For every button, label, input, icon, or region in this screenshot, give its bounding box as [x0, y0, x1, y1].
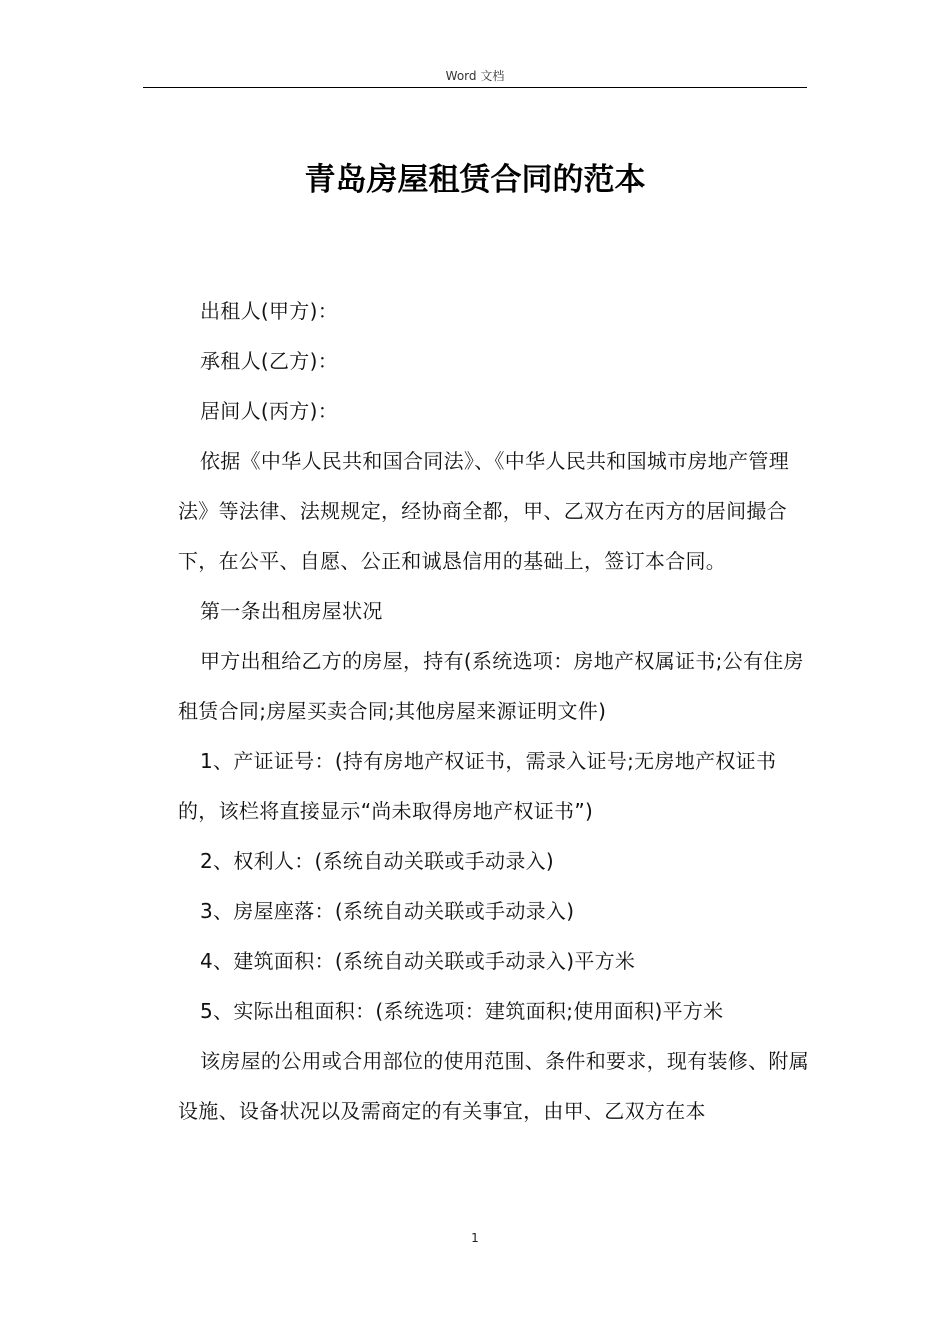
header-label: Word 文档: [445, 69, 505, 83]
paragraph-article-one-heading: 第一条出租房屋状况: [200, 599, 383, 623]
paragraph-property-location: 3、房屋座落：(系统自动关联或手动录入): [200, 899, 575, 923]
paragraph-lessee: 承租人(乙方)：: [200, 349, 339, 373]
page-number: 1: [471, 1231, 479, 1245]
paragraph-rental-area: 5、实际出租面积：(系统选项：建筑面积;使用面积)平方米: [200, 999, 724, 1023]
paragraph-preamble: 依据《中华人民共和国合同法》、《中华人民共和国城市房地产管理法》等法律、法规规定，经协商全都，甲、乙双方在丙方的居间撮合下，在公平、自愿、公正和诚恳信用的基础上，签订本合同。: [178, 449, 789, 573]
paragraph-lessor: 出租人(甲方)：: [200, 299, 339, 323]
document-body: [178, 286, 810, 1136]
document-title: 青岛房屋租赁合同的范本: [304, 162, 646, 198]
paragraph-building-area: 4、建筑面积：(系统自动关联或手动录入)平方米: [200, 949, 636, 973]
paragraph-certificate-number: 1、产证证号：(持有房地产权证书，需录入证号;无房地产权证书的，该栏将直接显示“尚未取得房地产权证书”): [178, 749, 777, 823]
paragraph-intermediary: 居间人(丙方)：: [200, 399, 339, 423]
paragraph-property-ownership: 甲方出租给乙方的房屋，持有(系统选项：房地产权属证书;公有住房租赁合同;房屋买卖合同;其他房屋来源证明文件): [178, 649, 804, 723]
paragraph-right-holder: 2、权利人：(系统自动关联或手动录入): [200, 849, 555, 873]
paragraph-common-areas: 该房屋的公用或合用部位的使用范围、条件和要求，现有装修、附属设施、设备状况以及需商定的有关事宜，由甲、乙双方在本: [178, 1049, 809, 1123]
header-divider: [143, 87, 807, 88]
